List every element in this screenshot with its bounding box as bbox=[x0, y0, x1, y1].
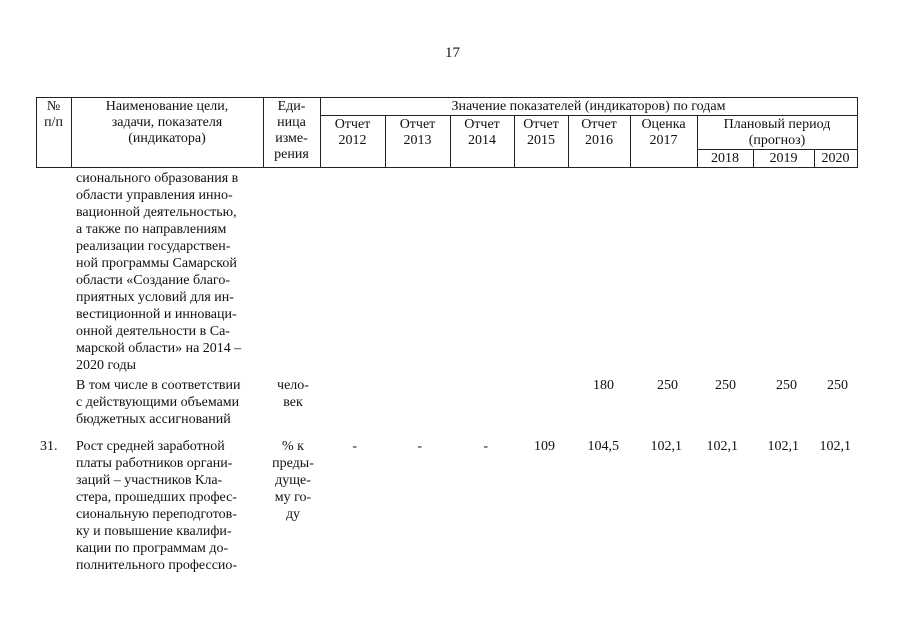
header-year-2013: Отчет 2013 bbox=[399, 117, 436, 148]
values-title-underline bbox=[320, 115, 858, 116]
header-plan-year-2018: 2018 bbox=[711, 151, 739, 166]
value-2014: - bbox=[483, 439, 488, 454]
header-plan-year-2020: 2020 bbox=[821, 151, 850, 166]
value-2012: - bbox=[352, 439, 357, 454]
value-2013: - bbox=[417, 439, 422, 454]
row-unit: чело- век bbox=[277, 378, 309, 410]
header-plan-year-2019: 2019 bbox=[769, 151, 798, 166]
value-2016: 180 bbox=[593, 378, 614, 393]
value-2017: 102,1 bbox=[650, 439, 682, 454]
header-bottom-border bbox=[36, 167, 858, 168]
value-2017: 250 bbox=[657, 378, 678, 393]
plan-title-underline bbox=[697, 149, 858, 150]
row-number: 31. bbox=[40, 439, 58, 454]
row-name: В том числе в соответствии с действующими объемами бюджетных ассигнований bbox=[76, 378, 241, 427]
header-year-2015: Отчет 2015 bbox=[523, 117, 559, 148]
value-2020: 102,1 bbox=[819, 439, 851, 454]
header-year-2012: Отчет 2012 bbox=[334, 117, 371, 148]
col-divider bbox=[857, 97, 858, 168]
row-unit: % к преды- дуще- му го- ду bbox=[272, 439, 314, 522]
value-2019: 102,1 bbox=[767, 439, 799, 454]
value-2019: 250 bbox=[776, 378, 797, 393]
header-year-2017: Оценка 2017 bbox=[641, 117, 686, 148]
header-name: Наименование цели, задачи, показателя (индикатора) bbox=[105, 99, 229, 146]
header-values-title: Значение показателей (индикаторов) по годам bbox=[451, 99, 726, 114]
header-unit: Еди- ница изме- рения bbox=[274, 99, 309, 162]
value-2018: 250 bbox=[715, 378, 736, 393]
header-plan-title: Плановый период (прогноз) bbox=[723, 117, 831, 148]
value-2015: 109 bbox=[534, 439, 555, 454]
value-2016: 104,5 bbox=[587, 439, 619, 454]
value-2020: 250 bbox=[827, 378, 848, 393]
page-number: 17 bbox=[445, 45, 460, 61]
header-num: № п/п bbox=[44, 99, 63, 130]
row-name: Рост средней заработной платы работников органи- заций – участников Кла- стера, прошедших профес- сиональную переподготов- ку и повышение квалифи- кации по программам до- полнительного профессио- bbox=[76, 439, 238, 573]
row-name: сионального образования в области управления инно- вационной деятельностью, а также по направлениям реализации государствен- ной программы Самарской области «Создание благо- приятных условий для ин- вестиционной и инноваци- онной деятельности в Са- марской области» на 2014 – 2020 годы bbox=[76, 171, 242, 373]
header-year-2014: Отчет 2014 bbox=[464, 117, 500, 148]
header-top-border bbox=[36, 97, 858, 98]
header-year-2016: Отчет 2016 bbox=[581, 117, 617, 148]
value-2018: 102,1 bbox=[706, 439, 738, 454]
